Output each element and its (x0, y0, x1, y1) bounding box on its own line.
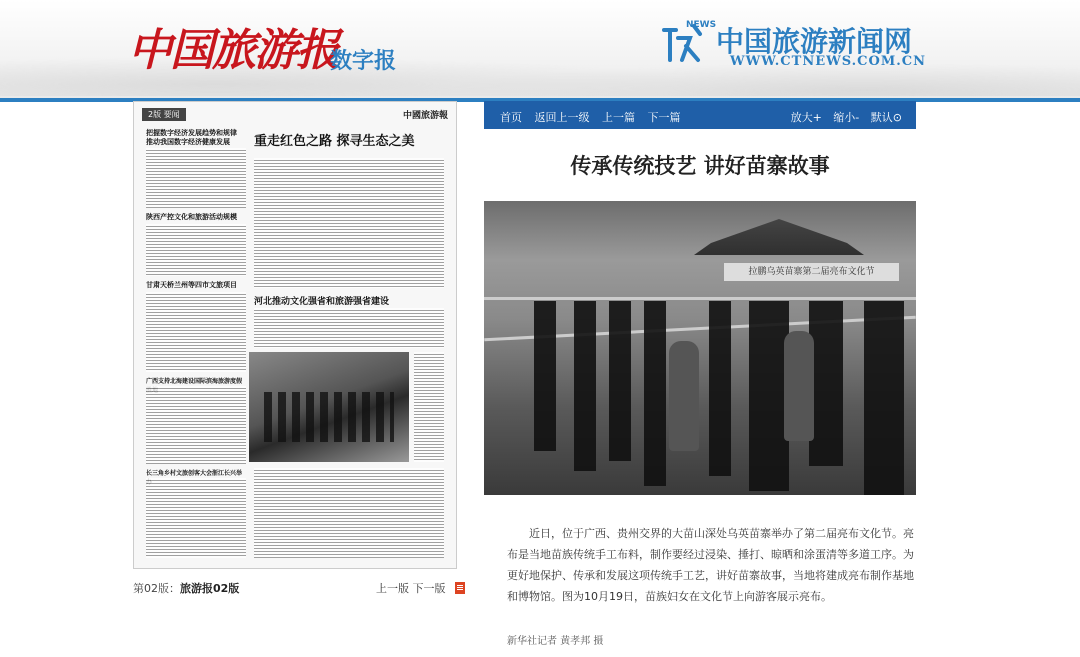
ctnews-title[interactable]: 中国旅游新闻网 (716, 25, 913, 58)
home-link[interactable]: 首页 (500, 111, 522, 124)
prev-edition-link[interactable]: 上一版 (376, 582, 409, 595)
photo-cloth (864, 301, 904, 495)
photo-banner: 拉鹏乌英苗寨第二届亮布文化节 (724, 263, 899, 281)
photo-cloth (709, 301, 731, 476)
article-toolbar (484, 101, 916, 129)
article-photo (484, 201, 916, 495)
article-body: 近日，位于广西、贵州交界的大苗山深处乌英苗寨举办了第二届亮布文化节。亮布是当地苗族传统手工布料，制作要经过浸染、捶打、晾晒和涂蛋清等多道工序。为更好地保护、传承和发展这项传统手工艺，讲好苗寨故事，当地将建成亮布制作基地和博物馆。图为10月19日，苗族妇女在文化节上向游客展示亮布。 (507, 527, 914, 603)
paper-text-block (146, 386, 246, 464)
photo-pole (484, 297, 916, 300)
paper-headline[interactable]: 甘肃天桥兰州等四市文旅项目 (146, 280, 237, 289)
paper-text-block (146, 224, 246, 276)
zoom-out-button[interactable]: 缩小- (833, 111, 860, 124)
paper-text-block (254, 468, 444, 558)
edition-name-link[interactable]: 旅游报02版 (180, 582, 240, 595)
newspaper-page-thumbnail[interactable] (133, 101, 457, 569)
paper-text-block (254, 158, 444, 288)
photo-cloth (534, 301, 556, 451)
photo-cloth (749, 301, 789, 491)
pdf-download-icon[interactable] (455, 582, 465, 594)
ctnews-url[interactable]: WWW.CTNEWS.COM.CN (730, 54, 926, 69)
photo-cloth (809, 301, 843, 466)
paper-text-block (254, 308, 444, 348)
paper-headline[interactable]: 把握数字经济发展趋势和规律 推动我国数字经济健康发展 (146, 128, 237, 146)
edition-info (133, 580, 239, 596)
edition-label: 第02版： (133, 582, 180, 595)
paper-headline[interactable]: 河北推动文化强省和旅游强省建设 (254, 297, 390, 307)
photo-person (669, 341, 699, 451)
paper-headline[interactable]: 重走红色之路 探寻生态之美 (254, 134, 415, 149)
ctnews-news-label: NEWS (686, 20, 717, 30)
zoom-in-button[interactable]: 放大+ (790, 111, 822, 124)
edition-pager (376, 580, 465, 596)
photo-cloth (644, 301, 666, 486)
paper-text-block (146, 478, 246, 558)
paper-masthead: 中國旅游報 (402, 111, 448, 121)
photo-cloth (609, 301, 631, 461)
paper-headline[interactable]: 陕西产控文化和旅游活动规模 (146, 212, 237, 221)
article-title: 传承传统技艺 讲好苗寨故事 (570, 154, 830, 178)
paper-text-block (146, 292, 246, 372)
photo-cloth (574, 301, 596, 471)
paper-headline[interactable]: 长三角乡村文旅创客大会浙江长兴举 (146, 470, 243, 477)
back-link[interactable]: 返回上一级 (534, 111, 590, 124)
default-size-button[interactable]: 默认⊙ (870, 111, 902, 124)
next-article-link[interactable]: 下一篇 (647, 111, 681, 124)
photo-credit: 新华社记者 黄孝邦 摄 (507, 636, 604, 647)
paper-text-block (146, 148, 246, 208)
logo-china-tourism-news[interactable]: 中国旅游报 (128, 25, 338, 76)
prev-article-link[interactable]: 上一篇 (602, 111, 635, 124)
photo-person (784, 331, 814, 441)
paper-text-block (414, 352, 444, 462)
page-section-tab: 2版 要闻 (142, 108, 186, 121)
logo-digital-edition[interactable]: 数字报 (330, 49, 397, 74)
paper-photo[interactable] (249, 352, 409, 462)
paper-headline[interactable]: 广西支持北海建设国际滨海旅游度假 (146, 378, 243, 385)
next-edition-link[interactable]: 下一版 (412, 582, 446, 595)
